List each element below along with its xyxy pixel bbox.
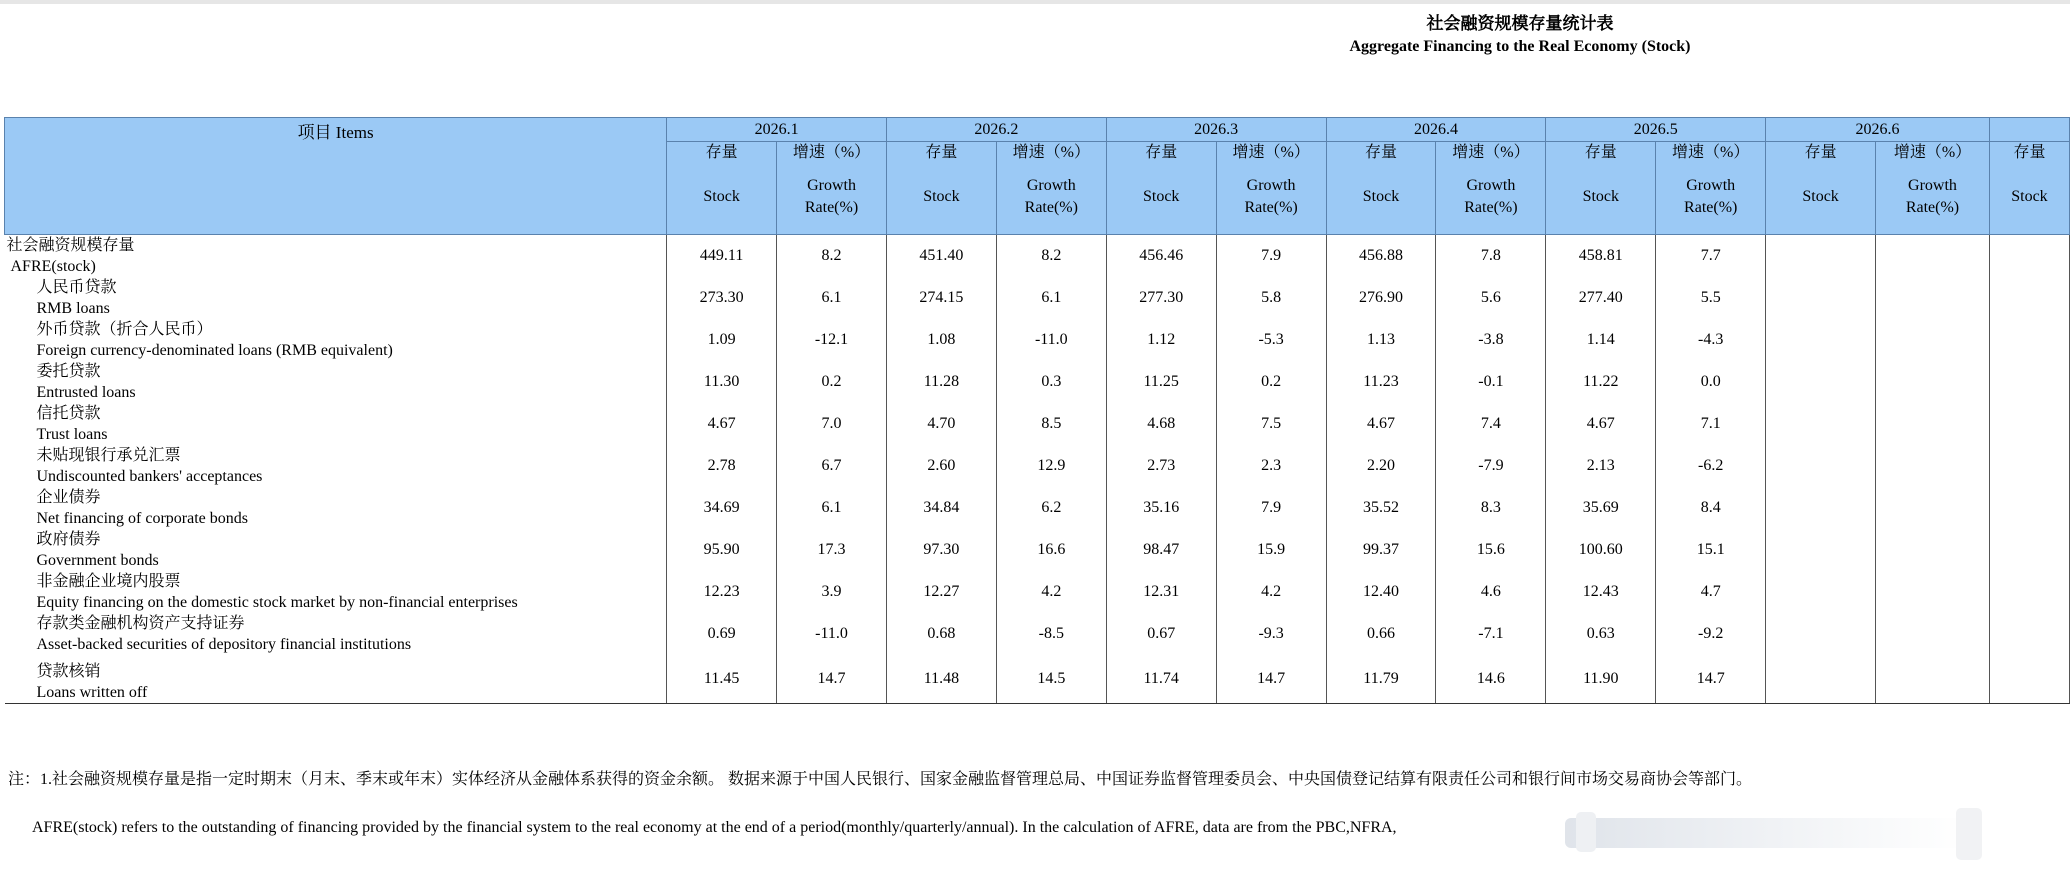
header-stock-en: Stock (703, 188, 740, 205)
cell-empty (1876, 445, 1990, 487)
header-period: 2026.5 (1546, 118, 1766, 142)
item-cn: 政府债券 (36, 531, 101, 548)
cell-growth: 5.5 (1656, 277, 1766, 319)
cell-empty (1876, 361, 1990, 403)
scroll-handle[interactable] (1576, 812, 1596, 852)
header-stock-en: Stock (1802, 188, 1839, 205)
cell-stock: 0.63 (1546, 613, 1656, 655)
note-cn: 注：1.社会融资规模存量是指一定时期末（月末、季末或年末）实体经济从金融体系获得的资金余额。 数据来源于中国人民银行、国家金融监督管理总局、中国证券监督管理委员会、中央国债登记结算有限责任公司和银行间市场交易商协会等部门。 (8, 771, 1753, 788)
cell-stock: 11.22 (1546, 361, 1656, 403)
cell-growth: 14.7 (777, 655, 887, 704)
item-cn: 存款类金融机构资产支持证券 (36, 615, 245, 632)
cell-stock: 2.60 (886, 445, 996, 487)
cell-growth: 0.2 (777, 361, 887, 403)
item-en: Undiscounted bankers' acceptances (36, 468, 263, 485)
header-growth-en-2: Rate(%) (1464, 199, 1518, 216)
header-growth-cn: 增速（%） (1893, 144, 1972, 161)
cell-stock: 276.90 (1326, 277, 1436, 319)
item-en: Net financing of corporate bonds (36, 510, 248, 527)
header-growth-cn: 增速（%） (1232, 144, 1310, 161)
cell-empty (1989, 529, 2069, 571)
cell-growth: -9.3 (1216, 613, 1326, 655)
cell-empty (1876, 487, 1990, 529)
item-en: RMB loans (36, 300, 110, 317)
cell-stock: 11.28 (886, 361, 996, 403)
cell-stock: 274.15 (886, 277, 996, 319)
item-en: Loans written off (36, 684, 148, 701)
cell-stock: 34.84 (886, 487, 996, 529)
item-en: Equity financing on the domestic stock market by non-financial enterprises (36, 594, 518, 611)
table-row (5, 655, 2070, 704)
cell-growth: -7.9 (1436, 445, 1546, 487)
afre-stock-table (4, 117, 2070, 704)
cell-stock: 11.45 (667, 655, 777, 704)
cell-growth: 6.1 (996, 277, 1106, 319)
scrollbar-overlay[interactable] (1565, 818, 1965, 848)
cell-empty (1766, 319, 1876, 361)
row-item-label (5, 277, 667, 319)
header-growth-en-2: Rate(%) (1024, 199, 1078, 216)
header-growth (996, 142, 1106, 235)
cell-stock: 456.88 (1326, 235, 1436, 278)
cell-empty (1989, 361, 2069, 403)
header-stock-cn: 存量 (705, 144, 738, 161)
header-growth-en-1: Growth (1908, 177, 1957, 194)
cell-growth: -7.1 (1436, 613, 1546, 655)
cell-empty (1766, 529, 1876, 571)
header-growth (1876, 142, 1990, 235)
cell-growth: -5.3 (1216, 319, 1326, 361)
cell-growth: 15.9 (1216, 529, 1326, 571)
cell-growth: 3.9 (777, 571, 887, 613)
cell-empty (1989, 319, 2069, 361)
cell-growth: 6.7 (777, 445, 887, 487)
item-en: Entrusted loans (36, 384, 136, 401)
item-en: AFRE(stock) (10, 258, 96, 275)
cell-growth: -11.0 (996, 319, 1106, 361)
table-row (5, 235, 2070, 278)
cell-stock: 0.68 (886, 613, 996, 655)
table-header (5, 118, 2070, 235)
header-stock-cn: 存量 (925, 144, 958, 161)
cell-stock: 11.79 (1326, 655, 1436, 704)
cell-stock: 4.67 (667, 403, 777, 445)
cell-empty (1876, 613, 1990, 655)
table-row (5, 319, 2070, 361)
cell-growth: 14.5 (996, 655, 1106, 704)
header-growth-en-1: Growth (1026, 177, 1076, 194)
table-row (5, 571, 2070, 613)
cell-growth: 5.6 (1436, 277, 1546, 319)
cell-growth: 7.7 (1656, 235, 1766, 278)
cell-growth: 6.1 (777, 487, 887, 529)
cell-stock: 1.13 (1326, 319, 1436, 361)
cell-growth: 0.0 (1656, 361, 1766, 403)
cell-stock: 12.23 (667, 571, 777, 613)
header-growth-en-1: Growth (1246, 177, 1296, 194)
row-item-label (5, 403, 667, 445)
row-item-label (5, 319, 667, 361)
cell-stock: 11.23 (1326, 361, 1436, 403)
note-en: AFRE(stock) refers to the outstanding of financing provided by the financial system to the real economy at the end of a period(monthly/quarterly/annual). In the calculation of AFRE, data are from the PBC,NFRA, (32, 819, 1397, 836)
cell-growth: 14.7 (1656, 655, 1766, 704)
page-title-block (1240, 12, 1800, 58)
cell-growth: 0.3 (996, 361, 1106, 403)
cell-stock: 35.69 (1546, 487, 1656, 529)
cell-growth: 4.7 (1656, 571, 1766, 613)
cell-stock: 4.67 (1546, 403, 1656, 445)
cell-growth: 7.4 (1436, 403, 1546, 445)
cell-growth: 7.9 (1216, 235, 1326, 278)
header-stock-cn: 存量 (1365, 144, 1398, 161)
cell-growth: 4.2 (996, 571, 1106, 613)
header-growth-en-1: Growth (1466, 177, 1516, 194)
header-stock-cn: 存量 (2013, 144, 2046, 161)
header-stock (1546, 142, 1656, 235)
cell-growth: -3.8 (1436, 319, 1546, 361)
item-cn: 外币贷款（折合人民币） (36, 321, 213, 338)
cell-growth: 5.8 (1216, 277, 1326, 319)
item-cn: 信托贷款 (36, 405, 101, 422)
cell-stock: 1.08 (886, 319, 996, 361)
cell-growth: 8.4 (1656, 487, 1766, 529)
header-stock (1326, 142, 1436, 235)
cell-stock: 2.20 (1326, 445, 1436, 487)
table-row (5, 403, 2070, 445)
row-item-label (5, 529, 667, 571)
cell-growth: 8.2 (996, 235, 1106, 278)
cell-growth: -0.1 (1436, 361, 1546, 403)
cell-empty (1766, 655, 1876, 704)
table-row (5, 277, 2070, 319)
cell-stock: 11.48 (886, 655, 996, 704)
header-stock-en: Stock (1142, 188, 1180, 205)
cell-stock: 277.40 (1546, 277, 1656, 319)
cell-stock: 0.66 (1326, 613, 1436, 655)
cell-growth: 2.3 (1216, 445, 1326, 487)
cell-growth: 17.3 (777, 529, 887, 571)
item-cn: 企业债券 (36, 489, 101, 506)
cell-empty (1766, 277, 1876, 319)
cell-empty (1876, 403, 1990, 445)
row-item-label (5, 571, 667, 613)
cell-growth: 7.0 (777, 403, 887, 445)
cell-empty (1989, 613, 2069, 655)
cell-empty (1876, 655, 1990, 704)
cell-stock: 1.14 (1546, 319, 1656, 361)
cell-stock: 1.09 (667, 319, 777, 361)
header-growth-en-2: Rate(%) (1905, 199, 1960, 216)
cell-growth: 14.6 (1436, 655, 1546, 704)
header-growth-en-1: Growth (807, 177, 856, 194)
table-body (5, 235, 2070, 704)
cell-empty (1876, 235, 1990, 278)
cell-stock: 4.68 (1106, 403, 1216, 445)
cell-stock: 277.30 (1106, 277, 1216, 319)
cell-stock: 35.52 (1326, 487, 1436, 529)
table-row (5, 613, 2070, 655)
cell-growth: 12.9 (996, 445, 1106, 487)
cell-stock: 449.11 (667, 235, 777, 278)
cell-stock: 4.67 (1326, 403, 1436, 445)
cell-growth: 15.6 (1436, 529, 1546, 571)
cell-empty (1766, 487, 1876, 529)
cell-stock: 0.67 (1106, 613, 1216, 655)
cell-stock: 2.78 (667, 445, 777, 487)
header-period: 2026.1 (667, 118, 887, 142)
row-item-label (5, 445, 667, 487)
table-row (5, 445, 2070, 487)
cell-empty (1989, 235, 2069, 278)
cell-stock: 95.90 (667, 529, 777, 571)
cell-growth: -9.2 (1656, 613, 1766, 655)
cell-stock: 2.73 (1106, 445, 1216, 487)
cell-stock: 1.12 (1106, 319, 1216, 361)
cell-empty (1766, 571, 1876, 613)
row-item-label (5, 655, 667, 704)
header-stock-cn: 存量 (1145, 144, 1178, 161)
cell-stock: 2.13 (1546, 445, 1656, 487)
header-growth (1656, 142, 1766, 235)
cell-empty (1766, 361, 1876, 403)
cell-empty (1989, 655, 2069, 704)
cell-empty (1989, 445, 2069, 487)
cell-empty (1989, 277, 2069, 319)
cell-growth: -4.3 (1656, 319, 1766, 361)
header-growth-cn: 增速（%） (1452, 144, 1530, 161)
cell-growth: 8.5 (996, 403, 1106, 445)
table-row (5, 529, 2070, 571)
cell-growth: 7.9 (1216, 487, 1326, 529)
cell-stock: 12.40 (1326, 571, 1436, 613)
cell-stock: 273.30 (667, 277, 777, 319)
cell-stock: 11.25 (1106, 361, 1216, 403)
item-cn: 未贴现银行承兑汇票 (36, 447, 181, 464)
header-growth-en-1: Growth (1686, 177, 1736, 194)
header-growth-en-2: Rate(%) (1244, 199, 1298, 216)
item-en: Trust loans (36, 426, 108, 443)
cell-stock: 11.74 (1106, 655, 1216, 704)
cell-growth: 16.6 (996, 529, 1106, 571)
cell-stock: 99.37 (1326, 529, 1436, 571)
item-cn: 社会融资规模存量 (6, 237, 135, 254)
cell-stock: 12.31 (1106, 571, 1216, 613)
header-growth-cn: 增速（%） (792, 144, 871, 161)
header-growth-en-2: Rate(%) (1684, 199, 1738, 216)
cell-empty (1876, 319, 1990, 361)
cell-growth: -12.1 (777, 319, 887, 361)
item-cn: 贷款核销 (36, 663, 101, 680)
header-growth-cn: 增速（%） (1012, 144, 1090, 161)
cell-growth: 8.3 (1436, 487, 1546, 529)
cell-stock: 34.69 (667, 487, 777, 529)
cell-growth: -8.5 (996, 613, 1106, 655)
cell-stock: 100.60 (1546, 529, 1656, 571)
item-cn: 委托贷款 (36, 363, 101, 380)
header-stock (886, 142, 996, 235)
cell-empty (1766, 613, 1876, 655)
header-stock-cn: 存量 (1804, 144, 1837, 161)
header-items: 项目 Items (5, 118, 667, 235)
table-row (5, 361, 2070, 403)
cell-stock: 0.69 (667, 613, 777, 655)
cell-empty (1766, 445, 1876, 487)
header-stock-en: Stock (1582, 188, 1620, 205)
header-period: 2026.3 (1106, 118, 1326, 142)
cell-growth: 15.1 (1656, 529, 1766, 571)
top-border (0, 0, 2070, 4)
cell-stock: 4.70 (886, 403, 996, 445)
header-stock-en: Stock (2011, 188, 2048, 205)
cell-growth: 7.1 (1656, 403, 1766, 445)
header-growth (1436, 142, 1546, 235)
cell-empty (1989, 487, 2069, 529)
row-item-label (5, 613, 667, 655)
cell-empty (1876, 277, 1990, 319)
cell-empty (1876, 571, 1990, 613)
cell-growth: 6.2 (996, 487, 1106, 529)
cell-empty (1766, 235, 1876, 278)
cell-growth: 7.5 (1216, 403, 1326, 445)
cell-growth: 6.1 (777, 277, 887, 319)
item-en: Foreign currency-denominated loans (RMB equivalent) (36, 342, 393, 359)
header-stock (1989, 142, 2069, 235)
item-en: Government bonds (36, 552, 159, 569)
cell-stock: 12.27 (886, 571, 996, 613)
cell-growth: 4.2 (1216, 571, 1326, 613)
header-period: 2026.2 (886, 118, 1106, 142)
header-stock-en: Stock (1362, 188, 1400, 205)
cell-empty (1989, 403, 2069, 445)
cell-stock: 98.47 (1106, 529, 1216, 571)
page-title-cn: 社会融资规模存量统计表 (1426, 14, 1614, 33)
cell-empty (1766, 403, 1876, 445)
header-period: 2026.4 (1326, 118, 1546, 142)
cell-growth: -6.2 (1656, 445, 1766, 487)
cell-stock: 458.81 (1546, 235, 1656, 278)
cell-stock: 456.46 (1106, 235, 1216, 278)
table-row (5, 487, 2070, 529)
cell-growth: 4.6 (1436, 571, 1546, 613)
header-period: 2026.6 (1766, 118, 1990, 142)
cell-stock: 11.30 (667, 361, 777, 403)
cell-growth: 8.2 (777, 235, 887, 278)
cell-growth: 14.7 (1216, 655, 1326, 704)
header-growth (1216, 142, 1326, 235)
header-stock (667, 142, 777, 235)
header-stock (1106, 142, 1216, 235)
cell-growth: 7.8 (1436, 235, 1546, 278)
header-stock-cn: 存量 (1584, 144, 1617, 161)
page-title-en: Aggregate Financing to the Real Economy (Stock) (1349, 38, 1691, 55)
cell-stock: 11.90 (1546, 655, 1656, 704)
row-item-label (5, 235, 667, 278)
header-stock-en: Stock (923, 188, 960, 205)
cell-empty (1876, 529, 1990, 571)
cell-stock: 35.16 (1106, 487, 1216, 529)
item-en: Asset-backed securities of depository financial institutions (36, 636, 412, 653)
item-cn: 非金融企业境内股票 (36, 573, 181, 590)
cell-empty (1989, 571, 2069, 613)
header-stock (1766, 142, 1876, 235)
header-growth (777, 142, 887, 235)
row-item-label (5, 361, 667, 403)
cell-stock: 97.30 (886, 529, 996, 571)
header-growth-en-2: Rate(%) (804, 199, 859, 216)
cell-stock: 12.43 (1546, 571, 1656, 613)
header-period (1989, 118, 2069, 142)
cell-growth: -11.0 (777, 613, 887, 655)
cell-growth: 0.2 (1216, 361, 1326, 403)
header-growth-cn: 增速（%） (1672, 144, 1750, 161)
item-cn: 人民币贷款 (36, 279, 117, 296)
cell-stock: 451.40 (886, 235, 996, 278)
scroll-handle-right[interactable] (1956, 808, 1982, 860)
row-item-label (5, 487, 667, 529)
